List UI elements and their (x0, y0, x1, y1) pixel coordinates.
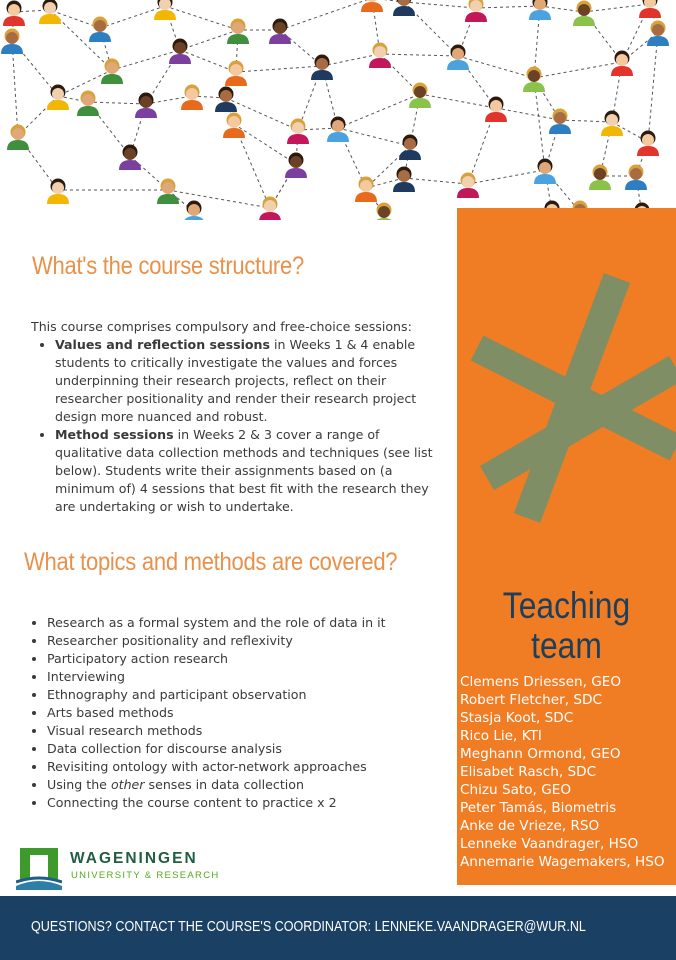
person-avatar-icon (601, 111, 623, 137)
person-avatar-icon (311, 55, 333, 81)
team-member: Clemens Driessen, GEO (460, 674, 622, 690)
person-avatar-icon (119, 145, 141, 171)
team-member: Chizu Sato, GEO (460, 782, 572, 798)
person-avatar-icon (447, 45, 469, 71)
wageningen-logo[interactable] (16, 846, 231, 891)
person-avatar-icon (637, 131, 659, 157)
course-structure-body (31, 318, 441, 516)
person-avatar-icon (223, 113, 245, 139)
network-link (584, 4, 650, 12)
topic-text: senses in data collection (144, 777, 304, 792)
network-link (165, 6, 238, 30)
course-structure-heading: What's the course structure? (32, 252, 304, 280)
topics-list (30, 614, 467, 812)
session-list (31, 336, 441, 516)
topic-item: • Data collection for discourse analysis (47, 740, 467, 758)
topic-item: • Connecting the course content to practice x 2 (47, 794, 467, 812)
network-link (404, 2, 476, 8)
person-avatar-icon (7, 125, 29, 151)
person-avatar-icon (215, 87, 237, 113)
person-avatar-icon (457, 173, 479, 199)
team-member: Elisabet Rasch, SDC (460, 764, 597, 780)
person-avatar-icon (285, 153, 307, 179)
person-avatar-icon (369, 43, 391, 69)
person-avatar-icon (465, 0, 487, 22)
topic-item-senses (47, 776, 467, 794)
person-avatar-icon (625, 165, 647, 191)
network-link (234, 124, 296, 164)
topic-item: • Participatory action research (47, 650, 467, 668)
person-avatar-icon (361, 0, 383, 12)
topic-item: • Researcher positionality and reflexivity (47, 632, 467, 650)
wur-logo-icon (16, 846, 62, 890)
network-link (458, 56, 534, 78)
person-avatar-icon (259, 197, 281, 221)
team-member: Rico Lie, KTI (460, 728, 542, 744)
team-member: Meghann Ormond, GEO (460, 746, 621, 762)
teaching-team-panel (457, 208, 676, 885)
person-avatar-icon (573, 1, 595, 27)
topic-item: • Revisiting ontology with actor-network approaches (47, 758, 467, 776)
person-avatar-icon (135, 93, 157, 119)
topic-item: • Ethnography and participant observation (47, 686, 467, 704)
person-avatar-icon (47, 179, 69, 205)
person-avatar-icon (101, 59, 123, 85)
person-avatar-icon (269, 19, 291, 45)
network-link (404, 178, 468, 184)
team-member: Stasja Koot, SDC (460, 710, 574, 726)
logo-subtitle: UNIVERSITY & RESEARCH (71, 870, 220, 881)
session-title: Method sessions (55, 427, 174, 442)
people-network-illustration (0, 0, 676, 220)
person-avatar-icon (77, 91, 99, 117)
topic-item: • Research as a formal system and the role of data in it (47, 614, 467, 632)
teaching-team-title: Teaching team (502, 585, 631, 666)
network-link (476, 6, 540, 8)
person-avatar-icon (647, 21, 669, 47)
topic-text: Using the (47, 777, 111, 792)
person-avatar-icon (225, 61, 247, 87)
person-avatar-icon (183, 201, 205, 221)
person-avatar-icon (169, 39, 191, 65)
person-avatar-icon (89, 17, 111, 43)
session-item-values (55, 336, 441, 426)
person-avatar-icon (287, 119, 309, 145)
network-link (420, 94, 496, 108)
network-link (560, 120, 612, 122)
person-avatar-icon (327, 117, 349, 143)
network-link (648, 32, 658, 142)
team-member: Robert Fletcher, SDC (460, 692, 602, 708)
person-avatar-icon (39, 0, 61, 24)
team-member-list (460, 673, 665, 871)
topic-item: • Interviewing (47, 668, 467, 686)
topic-item: • Arts based methods (47, 704, 467, 722)
person-avatar-icon (549, 109, 571, 135)
team-member: Anke de Vrieze, RSO (460, 818, 600, 834)
person-avatar-icon (3, 1, 25, 27)
team-member: Peter Tamás, Biometris (460, 800, 617, 816)
person-avatar-icon (589, 165, 611, 191)
person-avatar-icon (373, 203, 395, 221)
person-avatar-icon (529, 0, 551, 20)
session-text: in Weeks 1 & 4 enable students to critically investigate the values and forces underpinning their research projects, reflect on their researcher positionality and render their research project design more nuanced and robust. (55, 337, 417, 424)
logo-name: WAGENINGEN (70, 850, 198, 867)
session-item-methods (55, 426, 441, 516)
network-link (12, 40, 18, 136)
person-avatar-icon (534, 159, 556, 185)
contact-text[interactable]: QUESTIONS? CONTACT THE COURSE'S COORDINATOR: LENNEKE.VAANDRAGER@WUR.NL (31, 919, 586, 935)
team-member: Lenneke Vaandrager, HSO (460, 836, 639, 852)
person-avatar-icon (523, 67, 545, 93)
network-link (468, 170, 545, 184)
network-link (280, 0, 372, 30)
person-avatar-icon (227, 19, 249, 45)
asterisk-icon (457, 248, 676, 548)
topic-item: • Visual research methods (47, 722, 467, 740)
topic-emphasis: other (110, 777, 145, 792)
session-text: in Weeks 2 & 3 cover a range of qualitative data collection methods and techniques (see list below). Students write their assignments based on (a minimum of) 4 sessions that best fit with the research they are undertaking or wish to undertake. (55, 427, 433, 514)
network-link (236, 66, 322, 72)
session-title: Values and reflection sessions (55, 337, 271, 352)
network-link (88, 102, 146, 104)
topics-heading: What topics and methods are covered? (24, 548, 398, 576)
person-avatar-icon (399, 135, 421, 161)
person-avatar-icon (639, 0, 661, 18)
team-member: Annemarie Wagemakers, HSO (460, 854, 665, 870)
network-link (380, 54, 458, 56)
person-avatar-icon (393, 167, 415, 193)
network-link (338, 128, 410, 146)
network-link (534, 62, 622, 78)
person-avatar-icon (611, 51, 633, 77)
network-link (338, 94, 420, 128)
structure-intro: This course comprises compulsory and free-choice sessions: (31, 319, 412, 334)
person-avatar-icon (154, 0, 176, 20)
network-link (168, 190, 270, 208)
person-avatar-icon (1, 29, 23, 55)
footer-bar (0, 896, 676, 960)
